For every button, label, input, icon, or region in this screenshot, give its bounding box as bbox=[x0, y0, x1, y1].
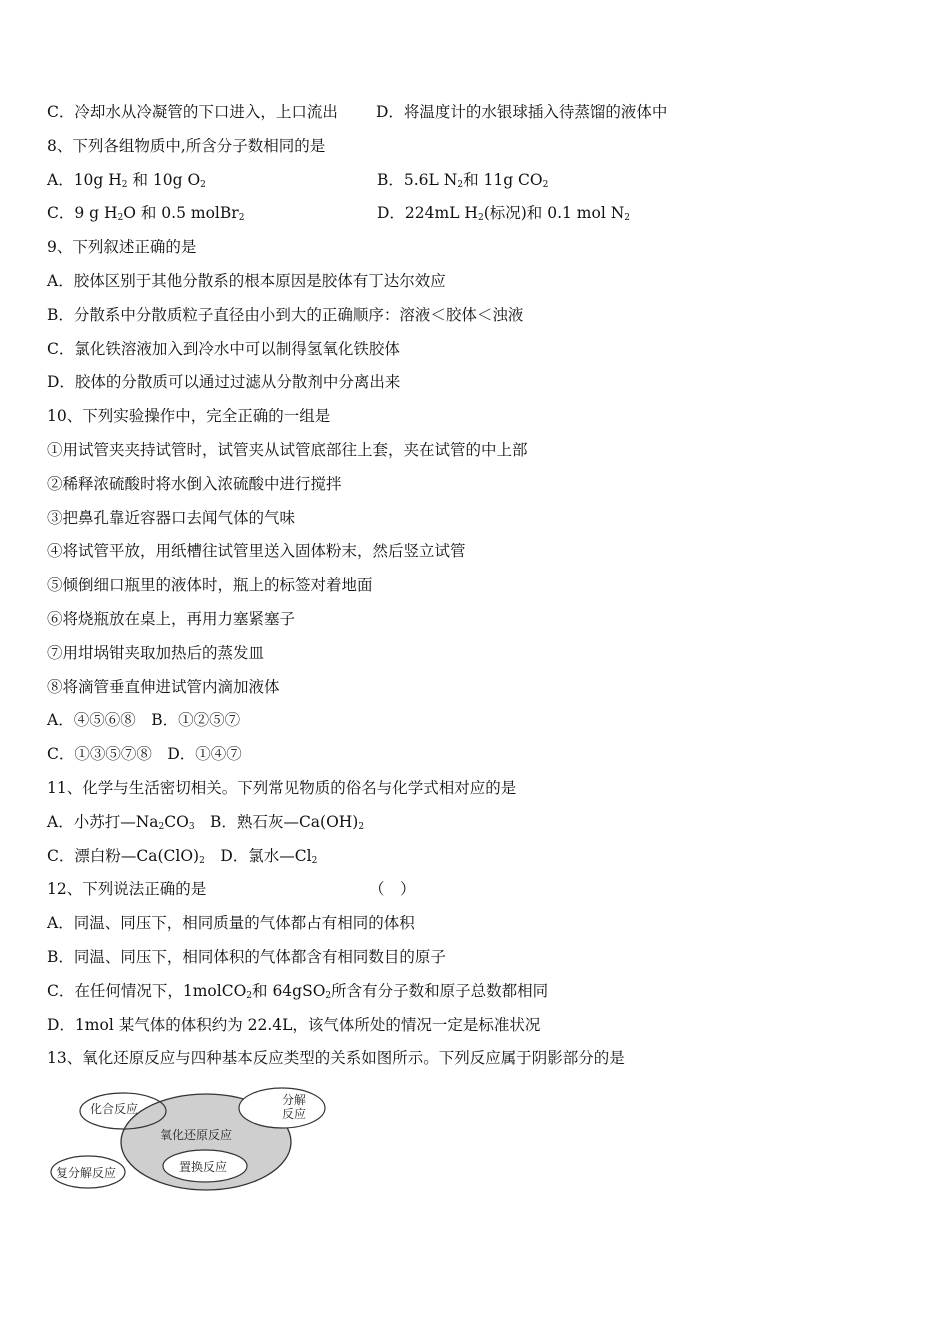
text-segment bbox=[47, 134, 325, 158]
text-run: C．冷却水从冷凝管的下口进入，上口流出 bbox=[47, 103, 338, 121]
text-segment bbox=[47, 303, 523, 327]
text-run: C．氯化铁溶液加入到冷水中可以制得氢氧化铁胶体 bbox=[47, 339, 400, 358]
text-run: C．漂白粉—Ca(ClO) bbox=[47, 846, 200, 865]
text-run: ⑤倾倒细口瓶里的液体时，瓶上的标签对着地面 bbox=[47, 576, 373, 595]
text-segment bbox=[47, 1013, 540, 1037]
subscript: 2 bbox=[158, 821, 165, 832]
text-run: 10、下列实验操作中，完全正确的一组是 bbox=[47, 407, 331, 426]
text-run: 12、下列说法正确的是 bbox=[47, 880, 207, 899]
text-segment bbox=[47, 607, 295, 631]
subscript: 2 bbox=[457, 179, 464, 190]
text-run: C．①③⑤⑦⑧ D．①④⑦ bbox=[47, 745, 242, 764]
text-segment bbox=[47, 1046, 625, 1070]
text-run: 13、氧化还原反应与四种基本反应类型的关系如图所示。下列反应属于阴影部分的是 bbox=[47, 1049, 625, 1068]
text-segment bbox=[47, 472, 342, 496]
text-segment bbox=[47, 269, 446, 293]
text-run: 和 10g O bbox=[127, 170, 201, 189]
text-segment bbox=[369, 877, 416, 901]
text-run: D．将温度计的水银球插入待蒸馏的液体中 bbox=[376, 103, 668, 121]
text-segment bbox=[47, 539, 466, 563]
text-segment bbox=[47, 776, 516, 800]
text-run: 和 11g CO bbox=[463, 170, 543, 189]
displacement-label: 置换反应 bbox=[179, 1160, 228, 1174]
text-run: B．5.6L N bbox=[377, 170, 458, 189]
text-run: ⑥将烧瓶放在桌上，再用力塞紧塞子 bbox=[47, 610, 296, 628]
text-segment bbox=[47, 708, 240, 732]
text-run: （ ） bbox=[369, 880, 416, 899]
subscript: 2 bbox=[238, 213, 245, 224]
combination-label: 化合反应 bbox=[90, 1102, 139, 1116]
subscript: 2 bbox=[200, 179, 206, 190]
redox-label: 氧化还原反应 bbox=[160, 1128, 233, 1142]
text-run: 9、下列叙述正确的是 bbox=[47, 238, 197, 257]
subscript: 2 bbox=[325, 990, 332, 1001]
subscript: 2 bbox=[358, 821, 365, 832]
subscript: 2 bbox=[624, 213, 630, 224]
text-run: ⑦用坩埚钳夹取加热后的蒸发皿 bbox=[47, 643, 265, 662]
text-segment bbox=[47, 675, 280, 699]
subscript: 2 bbox=[117, 213, 124, 224]
text-segment bbox=[47, 438, 528, 462]
decomposition-label-2: 反应 bbox=[282, 1107, 307, 1121]
text-segment bbox=[47, 877, 206, 901]
reaction-relationship-diagram bbox=[48, 1086, 328, 1196]
text-segment bbox=[47, 573, 373, 597]
text-segment bbox=[47, 235, 196, 259]
text-segment bbox=[47, 641, 264, 665]
text-run: ②稀释浓硫酸时将水倒入浓硫酸中进行搅拌 bbox=[47, 474, 342, 493]
text-segment bbox=[47, 201, 244, 230]
text-segment bbox=[47, 810, 364, 839]
text-run: ③把鼻孔靠近容器口去闻气体的气味 bbox=[47, 508, 296, 527]
decomposition-label-1: 分解 bbox=[282, 1093, 307, 1107]
text-segment bbox=[47, 945, 446, 969]
text-run: ⑧将滴管垂直伸进试管内滴加液体 bbox=[47, 677, 280, 696]
text-segment bbox=[47, 337, 400, 361]
text-segment bbox=[47, 404, 330, 428]
subscript: 2 bbox=[542, 179, 549, 190]
text-segment bbox=[376, 100, 667, 124]
text-run: CO bbox=[164, 812, 189, 831]
text-segment bbox=[47, 911, 415, 935]
text-run: 8、下列各组物质中,所含分子数相同的是 bbox=[47, 136, 326, 155]
subscript: 2 bbox=[121, 179, 128, 190]
text-run: B．分散系中分散质粒子直径由小到大的正确顺序：溶液＜胶体＜浊液 bbox=[47, 305, 524, 324]
double-decomposition-label: 复分解反应 bbox=[56, 1166, 117, 1180]
subscript: 3 bbox=[188, 821, 195, 832]
text-segment bbox=[47, 979, 548, 1008]
text-run: D．224mL H bbox=[377, 204, 478, 223]
text-run: (标况)和 0.1 mol N bbox=[483, 204, 625, 223]
subscript: 2 bbox=[199, 855, 205, 866]
text-segment bbox=[377, 201, 630, 230]
text-segment bbox=[47, 100, 338, 124]
text-segment bbox=[47, 742, 242, 766]
text-run: ④将试管平放，用纸槽往试管里送入固体粉末，然后竖立试管 bbox=[47, 542, 466, 561]
text-segment bbox=[47, 168, 206, 197]
text-segment bbox=[47, 370, 400, 394]
subscript: 2 bbox=[246, 990, 253, 1001]
text-run: 和 64gSO bbox=[252, 981, 326, 1000]
text-run: C．9 g H bbox=[47, 204, 118, 223]
text-run: C．在任何情况下，1molCO bbox=[47, 981, 247, 1000]
text-run: A．④⑤⑥⑧ B．①②⑤⑦ bbox=[47, 711, 241, 730]
text-run: A．10g H bbox=[47, 170, 122, 189]
text-run: D．氯水—Cl bbox=[204, 846, 312, 865]
text-run: A．同温、同压下，相同质量的气体都占有相同的体积 bbox=[47, 914, 415, 933]
text-run: O 和 0.5 molBr bbox=[123, 204, 239, 223]
text-run: B．同温、同压下，相同体积的气体都含有相同数目的原子 bbox=[47, 948, 446, 966]
subscript: 2 bbox=[311, 855, 318, 866]
subscript: 2 bbox=[477, 213, 484, 224]
text-segment bbox=[47, 844, 317, 873]
text-run: D．胶体的分散质可以通过过滤从分散剂中分离出来 bbox=[47, 373, 401, 392]
text-run: D．1mol 某气体的体积约为 22.4L，该气体所处的情况一定是标准状况 bbox=[47, 1015, 541, 1034]
text-run: 所含有分子数和原子总数都相同 bbox=[331, 981, 549, 1000]
text-segment bbox=[47, 506, 295, 530]
text-segment bbox=[377, 168, 548, 197]
text-run: B．熟石灰—Ca(OH) bbox=[194, 812, 359, 831]
text-run: 11、化学与生活密切相关。下列常见物质的俗名与化学式相对应的是 bbox=[47, 779, 517, 797]
text-run: A．小苏打—Na bbox=[47, 812, 159, 831]
text-run: A．胶体区别于其他分散系的根本原因是胶体有丁达尔效应 bbox=[47, 272, 446, 290]
text-run: ①用试管夹夹持试管时，试管夹从试管底部往上套，夹在试管的中上部 bbox=[47, 441, 528, 459]
